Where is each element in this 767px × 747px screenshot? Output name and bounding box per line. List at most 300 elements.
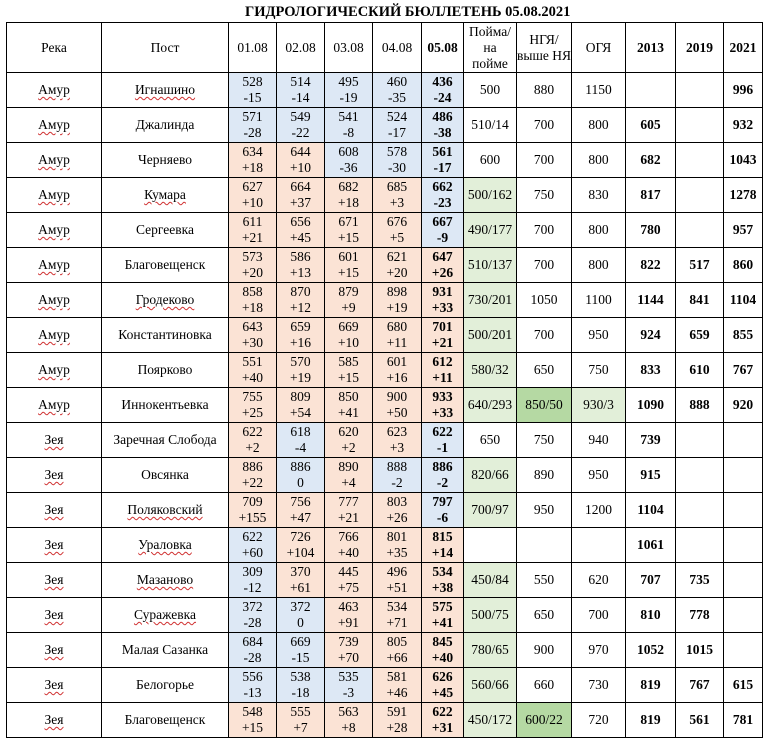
level-cell bbox=[229, 353, 277, 388]
year-2019-cell bbox=[676, 178, 724, 213]
level-cell bbox=[277, 563, 325, 598]
level-change: +13 bbox=[289, 265, 312, 280]
level-cell bbox=[373, 318, 422, 353]
post-cell bbox=[102, 143, 229, 178]
floodplain-cell: 490/177 bbox=[464, 213, 517, 248]
year-2013-cell: 739 bbox=[626, 423, 676, 458]
level-change: +2 bbox=[341, 440, 356, 455]
post-cell bbox=[102, 318, 229, 353]
level-value: 372 bbox=[290, 599, 311, 614]
level-cell bbox=[229, 283, 277, 318]
level-cell bbox=[325, 458, 373, 493]
ngya-cell: 890 bbox=[517, 458, 572, 493]
level-cell bbox=[277, 598, 325, 633]
level-cell bbox=[277, 143, 325, 178]
level-cell bbox=[277, 668, 325, 703]
level-change: -2 bbox=[391, 475, 403, 490]
header-row bbox=[7, 23, 763, 73]
ngya-cell: 950 bbox=[517, 493, 572, 528]
level-current-cell bbox=[422, 73, 464, 108]
level-cell bbox=[373, 178, 422, 213]
level-change: +19 bbox=[289, 370, 312, 385]
level-cell bbox=[373, 353, 422, 388]
floodplain-cell: 510/137 bbox=[464, 248, 517, 283]
year-2019-cell: 517 bbox=[676, 248, 724, 283]
post-name: Сергеевка bbox=[136, 222, 194, 237]
river-name: Зея bbox=[44, 502, 64, 517]
level-change: +2 bbox=[245, 440, 260, 455]
level-change: -4 bbox=[294, 440, 307, 455]
post-name: Суражевка bbox=[133, 607, 197, 622]
level-value: 575 bbox=[432, 599, 453, 614]
level-value: 626 bbox=[432, 669, 453, 684]
level-change: -28 bbox=[243, 125, 262, 140]
level-value: 739 bbox=[338, 634, 359, 649]
year-2021-cell bbox=[724, 493, 763, 528]
river-name: Амур bbox=[38, 152, 70, 167]
level-cell bbox=[277, 633, 325, 668]
level-change: +14 bbox=[431, 545, 454, 560]
level-change: +8 bbox=[341, 720, 356, 735]
level-value: 797 bbox=[432, 494, 453, 509]
year-2013-cell: 1052 bbox=[626, 633, 676, 668]
level-change: -17 bbox=[433, 160, 452, 175]
level-cell bbox=[277, 353, 325, 388]
year-2013-cell: 819 bbox=[626, 668, 676, 703]
level-change: +15 bbox=[337, 265, 360, 280]
table-row bbox=[7, 283, 763, 318]
level-cell bbox=[373, 703, 422, 738]
ogya-cell: 1200 bbox=[572, 493, 626, 528]
year-2013-cell: 822 bbox=[626, 248, 676, 283]
post-name: Гродеково bbox=[135, 292, 195, 307]
post-name: Овсянка bbox=[141, 467, 189, 482]
level-change: +41 bbox=[337, 405, 360, 420]
ogya-cell: 620 bbox=[572, 563, 626, 598]
floodplain-cell: 650 bbox=[464, 423, 517, 458]
table-row bbox=[7, 528, 763, 563]
level-cell bbox=[229, 668, 277, 703]
level-value: 685 bbox=[386, 179, 408, 194]
level-value: 879 bbox=[338, 284, 359, 299]
level-cell bbox=[277, 423, 325, 458]
ngya-cell: 550 bbox=[517, 563, 572, 598]
year-2019-cell: 888 bbox=[676, 388, 724, 423]
level-change: +9 bbox=[341, 300, 356, 315]
level-cell bbox=[325, 178, 373, 213]
level-cell bbox=[229, 178, 277, 213]
year-2013-cell: 810 bbox=[626, 598, 676, 633]
level-value: 601 bbox=[386, 354, 408, 369]
table-row bbox=[7, 353, 763, 388]
ngya-cell: 650 bbox=[517, 598, 572, 633]
level-change: +40 bbox=[241, 370, 264, 385]
post-cell bbox=[102, 248, 229, 283]
level-change: +18 bbox=[337, 195, 360, 210]
river-name: Амур bbox=[38, 187, 70, 202]
level-value: 556 bbox=[242, 669, 263, 684]
year-2021-cell bbox=[724, 528, 763, 563]
level-value: 627 bbox=[242, 179, 263, 194]
level-change: +15 bbox=[337, 370, 360, 385]
post-cell bbox=[102, 493, 229, 528]
level-value: 933 bbox=[432, 389, 453, 404]
level-change: +104 bbox=[286, 545, 315, 560]
year-2019-cell: 561 bbox=[676, 703, 724, 738]
level-change: +47 bbox=[289, 510, 312, 525]
floodplain-cell: 500/75 bbox=[464, 598, 517, 633]
level-cell bbox=[373, 423, 422, 458]
post-cell bbox=[102, 353, 229, 388]
year-2013-cell: 819 bbox=[626, 703, 676, 738]
level-value: 756 bbox=[290, 494, 311, 509]
river-name: Зея bbox=[44, 607, 64, 622]
level-value: 667 bbox=[432, 214, 453, 229]
year-2019-cell bbox=[676, 528, 724, 563]
level-change: +21 bbox=[431, 335, 454, 350]
post-cell bbox=[102, 388, 229, 423]
level-change: +41 bbox=[431, 615, 454, 630]
level-change: 0 bbox=[297, 475, 304, 490]
ogya-cell: 1150 bbox=[572, 73, 626, 108]
level-change: +45 bbox=[289, 230, 312, 245]
level-change: -38 bbox=[433, 125, 452, 140]
river-cell bbox=[7, 528, 102, 563]
ngya-cell bbox=[517, 528, 572, 563]
level-change: -23 bbox=[433, 195, 452, 210]
river-cell bbox=[7, 563, 102, 598]
level-cell bbox=[325, 388, 373, 423]
level-change: +60 bbox=[241, 545, 264, 560]
level-change: +10 bbox=[241, 195, 264, 210]
ogya-cell: 800 bbox=[572, 213, 626, 248]
year-2013-cell: 817 bbox=[626, 178, 676, 213]
post-cell bbox=[102, 598, 229, 633]
level-change: +155 bbox=[238, 510, 267, 525]
level-cell bbox=[277, 73, 325, 108]
level-current-cell bbox=[422, 388, 464, 423]
level-current-cell bbox=[422, 143, 464, 178]
hydrology-table bbox=[6, 22, 763, 738]
level-change: +40 bbox=[337, 545, 360, 560]
header-floodplain: Пойма/ на пойме bbox=[464, 23, 517, 73]
year-2021-cell: 1278 bbox=[724, 178, 763, 213]
level-cell bbox=[229, 493, 277, 528]
level-cell bbox=[373, 563, 422, 598]
level-value: 662 bbox=[432, 179, 453, 194]
post-name: Мазаново bbox=[136, 572, 194, 587]
header-date: 04.08 bbox=[373, 23, 422, 73]
level-value: 538 bbox=[290, 669, 311, 684]
year-2019-cell: 659 bbox=[676, 318, 724, 353]
level-value: 858 bbox=[242, 284, 263, 299]
year-2021-cell: 957 bbox=[724, 213, 763, 248]
level-change: +46 bbox=[386, 685, 408, 700]
level-change: +20 bbox=[241, 265, 264, 280]
level-change: -2 bbox=[436, 475, 449, 490]
year-2013-cell: 707 bbox=[626, 563, 676, 598]
post-name: Черняево bbox=[138, 152, 192, 167]
post-name: Заречная Слобода bbox=[113, 432, 217, 447]
level-cell bbox=[373, 248, 422, 283]
level-value: 886 bbox=[242, 459, 263, 474]
post-name: Кумара bbox=[144, 187, 186, 202]
level-cell bbox=[277, 108, 325, 143]
level-value: 541 bbox=[338, 109, 359, 124]
level-change: -18 bbox=[291, 685, 310, 700]
ngya-cell: 750 bbox=[517, 423, 572, 458]
level-value: 709 bbox=[242, 494, 263, 509]
level-cell bbox=[277, 388, 325, 423]
level-change: -14 bbox=[291, 90, 310, 105]
year-2019-cell bbox=[676, 73, 724, 108]
level-change: +40 bbox=[431, 650, 454, 665]
level-value: 570 bbox=[290, 354, 311, 369]
level-current-cell bbox=[422, 528, 464, 563]
table-row bbox=[7, 703, 763, 738]
level-change: +18 bbox=[241, 160, 264, 175]
river-name: Амур bbox=[38, 117, 70, 132]
level-cell bbox=[229, 423, 277, 458]
table-row bbox=[7, 108, 763, 143]
level-value: 671 bbox=[338, 214, 359, 229]
table-row bbox=[7, 598, 763, 633]
level-change: 0 bbox=[297, 615, 304, 630]
river-cell bbox=[7, 318, 102, 353]
level-change: +21 bbox=[241, 230, 264, 245]
year-2013-cell: 605 bbox=[626, 108, 676, 143]
level-value: 372 bbox=[242, 599, 263, 614]
ngya-cell: 850/50 bbox=[517, 388, 572, 423]
post-cell bbox=[102, 108, 229, 143]
post-cell bbox=[102, 528, 229, 563]
river-cell bbox=[7, 493, 102, 528]
level-value: 436 bbox=[432, 74, 453, 89]
year-2021-cell: 860 bbox=[724, 248, 763, 283]
ngya-cell: 700 bbox=[517, 213, 572, 248]
level-cell bbox=[325, 213, 373, 248]
year-2021-cell: 1104 bbox=[724, 283, 763, 318]
post-name: Малая Сазанка bbox=[121, 642, 209, 657]
level-value: 622 bbox=[242, 529, 263, 544]
level-change: +10 bbox=[289, 160, 312, 175]
post-cell bbox=[102, 703, 229, 738]
header-post: Пост bbox=[102, 23, 229, 73]
level-change: -28 bbox=[243, 650, 262, 665]
level-cell bbox=[229, 528, 277, 563]
table-row bbox=[7, 143, 763, 178]
level-change: -22 bbox=[291, 125, 310, 140]
table-row bbox=[7, 248, 763, 283]
level-change: +66 bbox=[386, 650, 408, 665]
level-cell bbox=[277, 248, 325, 283]
ogya-cell: 800 bbox=[572, 143, 626, 178]
ngya-cell: 700 bbox=[517, 318, 572, 353]
river-cell bbox=[7, 703, 102, 738]
level-value: 845 bbox=[432, 634, 453, 649]
river-cell bbox=[7, 633, 102, 668]
floodplain-cell bbox=[464, 528, 517, 563]
level-change: -8 bbox=[342, 125, 355, 140]
level-cell bbox=[325, 633, 373, 668]
river-cell bbox=[7, 353, 102, 388]
level-change: +21 bbox=[337, 510, 360, 525]
year-2021-cell bbox=[724, 423, 763, 458]
level-value: 563 bbox=[338, 704, 359, 719]
header-year-2021: 2021 bbox=[724, 23, 763, 73]
level-value: 656 bbox=[290, 214, 311, 229]
ngya-cell: 700 bbox=[517, 108, 572, 143]
level-cell bbox=[229, 73, 277, 108]
level-value: 495 bbox=[338, 74, 359, 89]
level-value: 555 bbox=[290, 704, 311, 719]
level-value: 611 bbox=[242, 214, 263, 229]
river-name: Амур bbox=[38, 82, 70, 97]
level-value: 669 bbox=[338, 319, 359, 334]
river-cell bbox=[7, 388, 102, 423]
level-cell bbox=[325, 283, 373, 318]
header-date-current: 05.08 bbox=[422, 23, 464, 73]
level-cell bbox=[229, 388, 277, 423]
ogya-cell: 800 bbox=[572, 248, 626, 283]
level-value: 601 bbox=[338, 249, 359, 264]
year-2021-cell: 615 bbox=[724, 668, 763, 703]
floodplain-cell: 640/293 bbox=[464, 388, 517, 423]
level-change: +71 bbox=[386, 615, 408, 630]
floodplain-cell: 780/65 bbox=[464, 633, 517, 668]
level-value: 809 bbox=[290, 389, 311, 404]
level-change: +25 bbox=[241, 405, 264, 420]
year-2013-cell: 915 bbox=[626, 458, 676, 493]
level-value: 622 bbox=[432, 424, 453, 439]
level-change: +3 bbox=[389, 440, 405, 455]
year-2021-cell: 767 bbox=[724, 353, 763, 388]
level-cell bbox=[277, 318, 325, 353]
level-cell bbox=[229, 633, 277, 668]
level-change: +15 bbox=[241, 720, 264, 735]
table-row bbox=[7, 563, 763, 598]
level-value: 524 bbox=[386, 109, 408, 124]
level-current-cell bbox=[422, 493, 464, 528]
level-value: 573 bbox=[242, 249, 263, 264]
level-cell bbox=[325, 668, 373, 703]
level-change: +38 bbox=[431, 580, 454, 595]
year-2019-cell: 735 bbox=[676, 563, 724, 598]
level-value: 701 bbox=[432, 319, 453, 334]
level-change: +91 bbox=[337, 615, 360, 630]
level-change: +75 bbox=[337, 580, 360, 595]
year-2019-cell bbox=[676, 493, 724, 528]
year-2019-cell: 841 bbox=[676, 283, 724, 318]
level-value: 496 bbox=[386, 564, 408, 579]
post-name: Игнашино bbox=[134, 82, 196, 97]
level-change: +70 bbox=[337, 650, 360, 665]
level-value: 886 bbox=[432, 459, 453, 474]
post-cell bbox=[102, 458, 229, 493]
level-current-cell bbox=[422, 563, 464, 598]
year-2013-cell: 833 bbox=[626, 353, 676, 388]
ogya-cell: 940 bbox=[572, 423, 626, 458]
level-current-cell bbox=[422, 633, 464, 668]
river-cell bbox=[7, 108, 102, 143]
level-cell bbox=[277, 283, 325, 318]
level-current-cell bbox=[422, 108, 464, 143]
level-value: 621 bbox=[386, 249, 408, 264]
year-2021-cell: 932 bbox=[724, 108, 763, 143]
year-2019-cell: 1015 bbox=[676, 633, 724, 668]
level-change: +15 bbox=[337, 230, 360, 245]
level-current-cell bbox=[422, 248, 464, 283]
level-change: +35 bbox=[386, 545, 408, 560]
level-cell bbox=[373, 598, 422, 633]
floodplain-cell: 560/66 bbox=[464, 668, 517, 703]
level-change: +31 bbox=[431, 720, 454, 735]
year-2019-cell: 778 bbox=[676, 598, 724, 633]
level-change: +61 bbox=[289, 580, 312, 595]
level-change: +11 bbox=[386, 335, 408, 350]
level-cell bbox=[229, 563, 277, 598]
year-2013-cell: 780 bbox=[626, 213, 676, 248]
level-value: 684 bbox=[242, 634, 263, 649]
floodplain-cell: 500/162 bbox=[464, 178, 517, 213]
level-change: -24 bbox=[433, 90, 452, 105]
year-2013-cell: 1061 bbox=[626, 528, 676, 563]
level-value: 528 bbox=[242, 74, 263, 89]
floodplain-cell: 820/66 bbox=[464, 458, 517, 493]
level-change: +16 bbox=[386, 370, 408, 385]
level-cell bbox=[277, 703, 325, 738]
ngya-cell: 700 bbox=[517, 143, 572, 178]
floodplain-cell: 580/32 bbox=[464, 353, 517, 388]
level-change: -17 bbox=[388, 125, 406, 140]
level-cell bbox=[373, 668, 422, 703]
level-value: 578 bbox=[386, 144, 408, 159]
level-cell bbox=[325, 598, 373, 633]
level-change: -1 bbox=[436, 440, 449, 455]
level-cell bbox=[277, 528, 325, 563]
table-row bbox=[7, 668, 763, 703]
level-change: -15 bbox=[291, 650, 310, 665]
level-change: +28 bbox=[386, 720, 408, 735]
level-change: -35 bbox=[388, 90, 406, 105]
river-cell bbox=[7, 213, 102, 248]
year-2021-cell: 1043 bbox=[724, 143, 763, 178]
level-change: +11 bbox=[432, 370, 453, 385]
ogya-cell: 1100 bbox=[572, 283, 626, 318]
level-cell bbox=[277, 213, 325, 248]
river-name: Амур bbox=[38, 222, 70, 237]
ngya-cell: 900 bbox=[517, 633, 572, 668]
level-current-cell bbox=[422, 668, 464, 703]
level-change: +45 bbox=[431, 685, 454, 700]
level-cell bbox=[373, 528, 422, 563]
level-cell bbox=[325, 353, 373, 388]
post-cell bbox=[102, 283, 229, 318]
river-name: Зея bbox=[44, 467, 64, 482]
level-value: 548 bbox=[242, 704, 263, 719]
level-value: 644 bbox=[290, 144, 311, 159]
level-cell bbox=[373, 73, 422, 108]
level-value: 755 bbox=[242, 389, 263, 404]
year-2021-cell bbox=[724, 633, 763, 668]
header-year-2013: 2013 bbox=[626, 23, 676, 73]
header-ngya: НГЯ/ выше НЯ bbox=[517, 23, 572, 73]
level-change: +20 bbox=[386, 265, 408, 280]
level-current-cell bbox=[422, 318, 464, 353]
level-value: 777 bbox=[338, 494, 359, 509]
level-cell bbox=[373, 493, 422, 528]
level-change: +19 bbox=[386, 300, 408, 315]
